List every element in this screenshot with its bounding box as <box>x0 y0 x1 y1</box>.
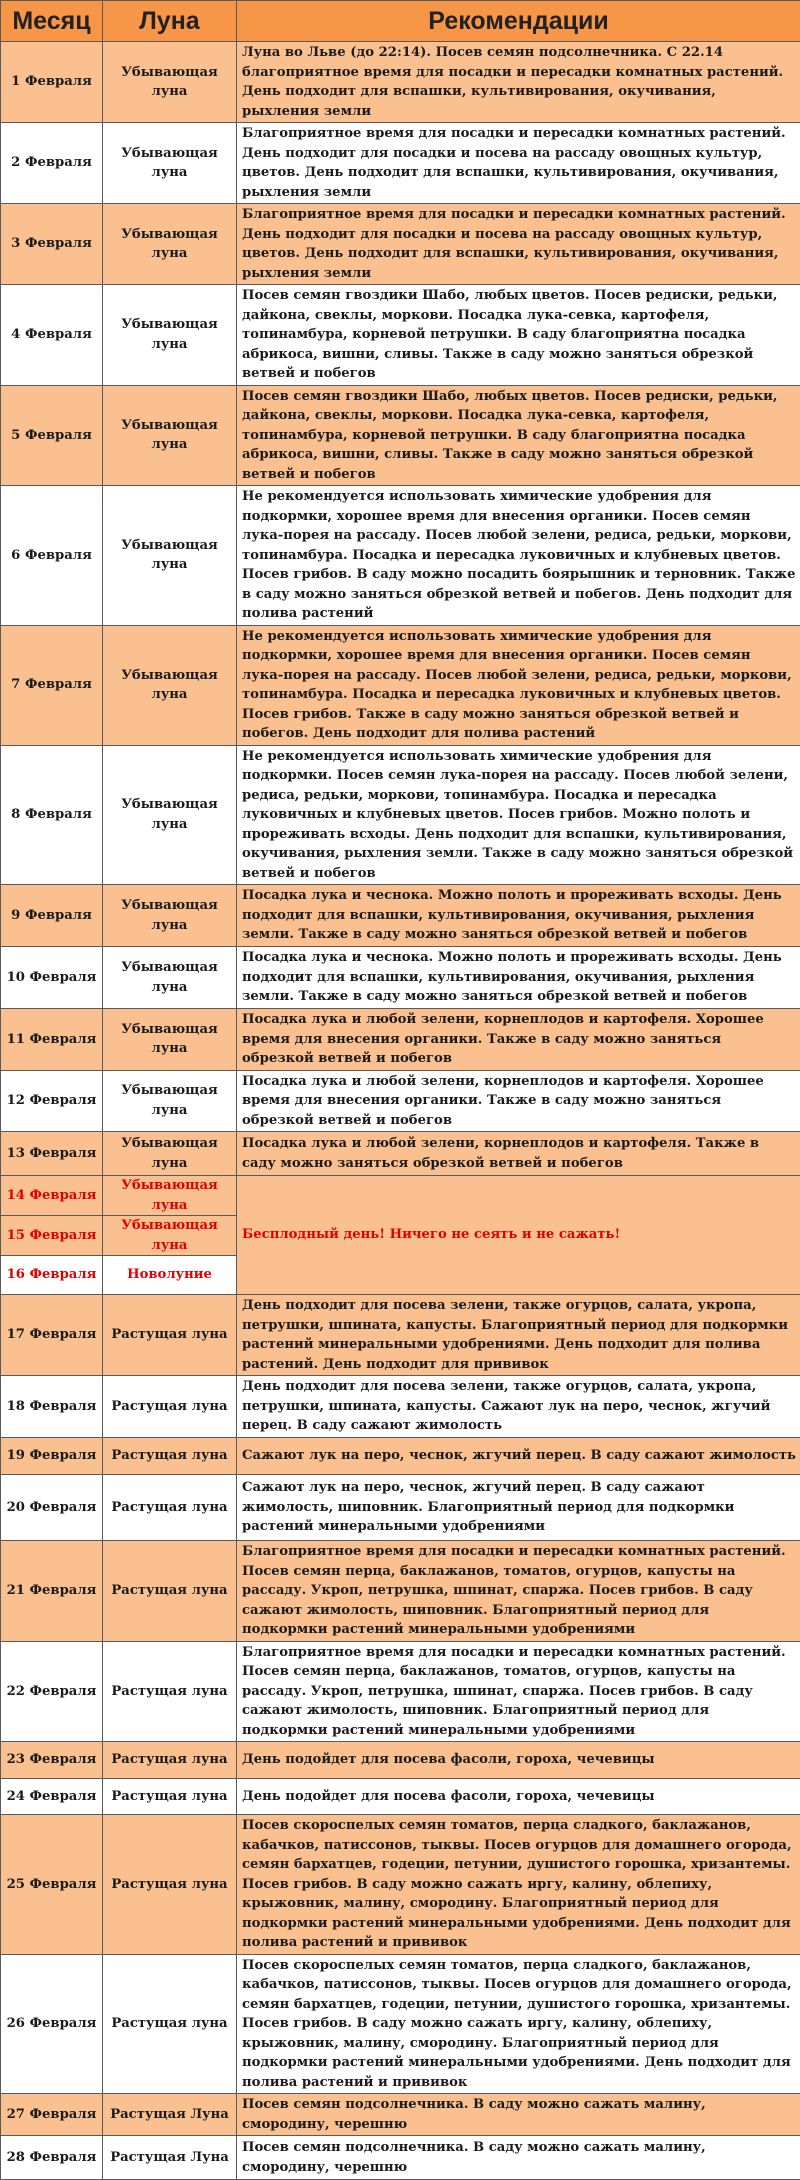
date-cell: 2 Февраля <box>1 123 103 204</box>
moon-phase-cell: Растущая луна <box>103 1438 237 1475</box>
date-cell: 26 Февраля <box>1 1954 103 2094</box>
date-cell: 1 Февраля <box>1 42 103 123</box>
moon-phase-cell: Растущая Луна <box>103 2136 237 2180</box>
date-cell: 5 Февраля <box>1 385 103 486</box>
recommendation-cell: Луна во Льве (до 22:14). Посев семян подсолнечника. С 22.14 благоприятное время для посадки и пересадки комнатных растений. День подходит для вспашки, культивирования, окучивания, рыхления земли <box>237 42 800 123</box>
recommendation-cell: День подходит для посева зелени, также огурцов, салата, укропа, петрушки, шпината, капусты. Сажают лук на перо, чеснок, жгучий перец. В саду сажают жимолость <box>237 1376 800 1438</box>
moon-phase-cell: Убывающая луна <box>103 1176 237 1216</box>
table-row <box>1 1742 800 1779</box>
recommendation-cell: Благоприятное время для посадки и пересадки комнатных растений. День подходит для посадки и посева на рассаду овощных культур, цветов. День подходит для вспашки, культивирования, окучивания, рыхления земли <box>237 204 800 285</box>
date-cell: 18 Февраля <box>1 1376 103 1438</box>
moon-phase-cell: Растущая Луна <box>103 2094 237 2136</box>
recommendation-cell: Благоприятное время для посадки и пересадки комнатных растений. День подходит для посадки и посева на рассаду овощных культур, цветов. День подходит для вспашки, культивирования, окучивания, рыхления земли <box>237 123 800 204</box>
recommendation-cell: Не рекомендуется использовать химические удобрения для подкормки. Посев семян лука-порея на рассаду. Посев любой зелени, редиса, редьки, моркови, топинамбура. Посадка и пересадка луковичных и клубневых цветов. Посев грибов. Можно полоть и прореживать всходы. День подходит для вспашки, культивирования, окучивания, рыхления земли. Также в саду можно заняться обрезкой ветвей и побегов <box>237 745 800 885</box>
table-row <box>1 947 800 1009</box>
table-row <box>1 1009 800 1071</box>
table-row <box>1 486 800 626</box>
moon-phase-cell: Убывающая луна <box>103 745 237 885</box>
barren-day-note: Бесплодный день! Ничего не сеять и не сажать! <box>237 1176 800 1295</box>
date-cell: 15 Февраля <box>1 1216 103 1256</box>
recommendation-cell: Посадка лука и любой зелени, корнеплодов и картофеля. Хорошее время для внесения органики. Также в саду можно заняться обрезкой ветвей и побегов <box>237 1009 800 1071</box>
date-cell: 13 Февраля <box>1 1132 103 1176</box>
date-cell: 16 Февраля <box>1 1256 103 1295</box>
recommendation-cell: День подойдет для посева фасоли, гороха, чечевицы <box>237 1779 800 1815</box>
recommendation-cell: День подойдет для посева фасоли, гороха, чечевицы <box>237 1742 800 1779</box>
recommendation-cell: Посев семян подсолнечника. В саду можно сажать малину, смородину, черешню <box>237 2094 800 2136</box>
table-row <box>1 1176 800 1216</box>
table-row <box>1 2136 800 2180</box>
moon-phase-cell: Убывающая луна <box>103 486 237 626</box>
moon-phase-cell: Растущая луна <box>103 1954 237 2094</box>
table-row <box>1 745 800 885</box>
date-cell: 3 Февраля <box>1 204 103 285</box>
moon-phase-cell: Растущая луна <box>103 1779 237 1815</box>
moon-phase-cell: Растущая луна <box>103 1641 237 1742</box>
moon-phase-cell: Растущая луна <box>103 1742 237 1779</box>
table-row <box>1 1070 800 1132</box>
table-row <box>1 2094 800 2136</box>
moon-phase-cell: Убывающая луна <box>103 123 237 204</box>
date-cell: 19 Февраля <box>1 1438 103 1475</box>
moon-phase-cell: Убывающая луна <box>103 1070 237 1132</box>
table-row <box>1 204 800 285</box>
table-row <box>1 385 800 486</box>
date-cell: 23 Февраля <box>1 1742 103 1779</box>
recommendation-cell: Посев семян гвоздики Шабо, любых цветов. Посев редиски, редьки, дайкона, свеклы, моркови. Посадка лука-севка, картофеля, топинамбура, корневой петрушки. В саду благоприятна посадка абрикоса, вишни, сливы. Также в саду можно заняться обрезкой ветвей и побегов <box>237 385 800 486</box>
table-row <box>1 42 800 123</box>
recommendation-cell: Посадка лука и любой зелени, корнеплодов и картофеля. Хорошее время для внесения органики. Также в саду можно заняться обрезкой ветвей и побегов <box>237 1070 800 1132</box>
table-row <box>1 1541 800 1642</box>
recommendation-cell: Посев скороспелых семян томатов, перца сладкого, баклажанов, кабачков, патиссонов, тыквы. Посев огурцов для домашнего огорода, семян бархатцев, годеции, петунии, душистого горошка, хризантемы. Посев грибов. В саду можно сажать иргу, калину, облепиху, крыжовник, малину, смородину. Благоприятный период для подкормки растений минеральными удобрениями. День подходит для полива растений и прививок <box>237 1954 800 2094</box>
table-row <box>1 1295 800 1376</box>
table-row <box>1 1376 800 1438</box>
header-row <box>1 1 800 42</box>
date-cell: 4 Февраля <box>1 285 103 386</box>
moon-phase-cell: Растущая луна <box>103 1815 237 1955</box>
table-row <box>1 885 800 947</box>
date-cell: 20 Февраля <box>1 1475 103 1541</box>
moon-phase-cell: Растущая луна <box>103 1541 237 1642</box>
table-row <box>1 1954 800 2094</box>
moon-phase-cell: Убывающая луна <box>103 385 237 486</box>
table-row <box>1 1475 800 1541</box>
recommendation-cell: Сажают лук на перо, чеснок, жгучий перец. В саду сажают жимолость, шиповник. Благоприятный период для подкормки растений минеральными удобрениями <box>237 1475 800 1541</box>
moon-phase-cell: Убывающая луна <box>103 285 237 386</box>
date-cell: 7 Февраля <box>1 625 103 745</box>
table-row <box>1 1815 800 1955</box>
moon-phase-cell: Убывающая луна <box>103 885 237 947</box>
table-row <box>1 625 800 745</box>
recommendation-cell: Посадка лука и любой зелени, корнеплодов и картофеля. Также в саду можно заняться обрезкой ветвей и побегов <box>237 1132 800 1176</box>
recommendation-cell: Сажают лук на перо, чеснок, жгучий перец. В саду сажают жимолость <box>237 1438 800 1475</box>
moon-phase-cell: Убывающая луна <box>103 947 237 1009</box>
moon-phase-cell: Растущая луна <box>103 1475 237 1541</box>
moon-phase-cell: Убывающая луна <box>103 1009 237 1071</box>
date-cell: 9 Февраля <box>1 885 103 947</box>
table-row <box>1 123 800 204</box>
moon-phase-cell: Убывающая луна <box>103 625 237 745</box>
date-cell: 10 Февраля <box>1 947 103 1009</box>
table-row <box>1 285 800 386</box>
date-cell: 21 Февраля <box>1 1541 103 1642</box>
date-cell: 27 Февраля <box>1 2094 103 2136</box>
moon-phase-cell: Растущая луна <box>103 1376 237 1438</box>
month-header: Месяц <box>1 1 103 42</box>
table-row <box>1 1132 800 1176</box>
table-row <box>1 1641 800 1742</box>
recommendation-cell: Посев семян подсолнечника. В саду можно сажать малину, смородину, черешню <box>237 2136 800 2180</box>
date-cell: 11 Февраля <box>1 1009 103 1071</box>
date-cell: 14 Февраля <box>1 1176 103 1216</box>
date-cell: 12 Февраля <box>1 1070 103 1132</box>
moon-phase-cell: Убывающая луна <box>103 1132 237 1176</box>
recommendation-cell: Посев семян гвоздики Шабо, любых цветов. Посев редиски, редьки, дайкона, свеклы, моркови. Посадка лука-севка, картофеля, топинамбура, корневой петрушки. В саду благоприятна посадка абрикоса, вишни, сливы. Также в саду можно заняться обрезкой ветвей и побегов <box>237 285 800 386</box>
moon-phase-cell: Убывающая луна <box>103 204 237 285</box>
recommendation-cell: Посев скороспелых семян томатов, перца сладкого, баклажанов, кабачков, патиссонов, тыквы. Посев огурцов для домашнего огорода, семян бархатцев, годеции, петунии, душистого горошка, хризантемы. Посев грибов. В саду можно сажать иргу, калину, облепиху, крыжовник, малину, смородину. Благоприятный период для подкормки растений минеральными удобрениями. День подходит для полива растений и прививок <box>237 1815 800 1955</box>
moon-phase-cell: Растущая луна <box>103 1295 237 1376</box>
recommendation-cell: День подходит для посева зелени, также огурцов, салата, укропа, петрушки, шпината, капусты. Благоприятный период для подкормки растений минеральными удобрениями. День подходит для полива растений. День подходит для прививок <box>237 1295 800 1376</box>
table-row <box>1 1438 800 1475</box>
moon-header: Луна <box>103 1 237 42</box>
moon-phase-cell: Убывающая луна <box>103 1216 237 1256</box>
recommendation-cell: Посадка лука и чеснока. Можно полоть и прореживать всходы. День подходит для вспашки, культивирования, окучивания, рыхления земли. Также в саду можно заняться обрезкой ветвей и побегов <box>237 885 800 947</box>
date-cell: 22 Февраля <box>1 1641 103 1742</box>
date-cell: 28 Февраля <box>1 2136 103 2180</box>
moon-phase-cell: Новолуние <box>103 1256 237 1295</box>
moon-phase-cell: Убывающая луна <box>103 42 237 123</box>
recommendation-cell: Посадка лука и чеснока. Можно полоть и прореживать всходы. День подходит для вспашки, культивирования, окучивания, рыхления земли. Также в саду можно заняться обрезкой ветвей и побегов <box>237 947 800 1009</box>
table-row <box>1 1779 800 1815</box>
date-cell: 17 Февраля <box>1 1295 103 1376</box>
recommendation-cell: Благоприятное время для посадки и пересадки комнатных растений. Посев семян перца, баклажанов, томатов, огурцов, капусты на рассаду. Укроп, петрушка, шпинат, спаржа. Посев грибов. В саду сажают жимолость, шиповник. Благоприятный период для подкормки растений минеральными удобрениями <box>237 1541 800 1642</box>
recommendation-cell: Не рекомендуется использовать химические удобрения для подкормки, хорошее время для внесения органики. Посев семян лука-порея на рассаду. Посев любой зелени, редиса, редьки, моркови, топинамбура. Посадка и пересадка луковичных и клубневых цветов. Посев грибов. Также в саду можно заняться обрезкой ветвей и побегов. День подходит для полива растений <box>237 625 800 745</box>
date-cell: 25 Февраля <box>1 1815 103 1955</box>
date-cell: 6 Февраля <box>1 486 103 626</box>
recommendation-cell: Не рекомендуется использовать химические удобрения для подкормки, хорошее время для внесения органики. Посев семян лука-порея на рассаду. Посев любой зелени, редиса, редьки, моркови, топинамбура. Посадка и пересадка луковичных и клубневых цветов. Посев грибов. В саду можно посадить боярышник и терновник. Также в саду можно заняться обрезкой ветвей и побегов. День подходит для полива растений <box>237 486 800 626</box>
date-cell: 8 Февраля <box>1 745 103 885</box>
date-cell: 24 Февраля <box>1 1779 103 1815</box>
recommendations-header: Рекомендации <box>237 1 800 42</box>
recommendation-cell: Благоприятное время для посадки и пересадки комнатных растений. Посев семян перца, баклажанов, томатов, огурцов, капусты на рассаду. Укроп, петрушка, шпинат, спаржа. Посев грибов. В саду сажают жимолость, шиповник. Благоприятный период для подкормки растений минеральными удобрениями <box>237 1641 800 1742</box>
